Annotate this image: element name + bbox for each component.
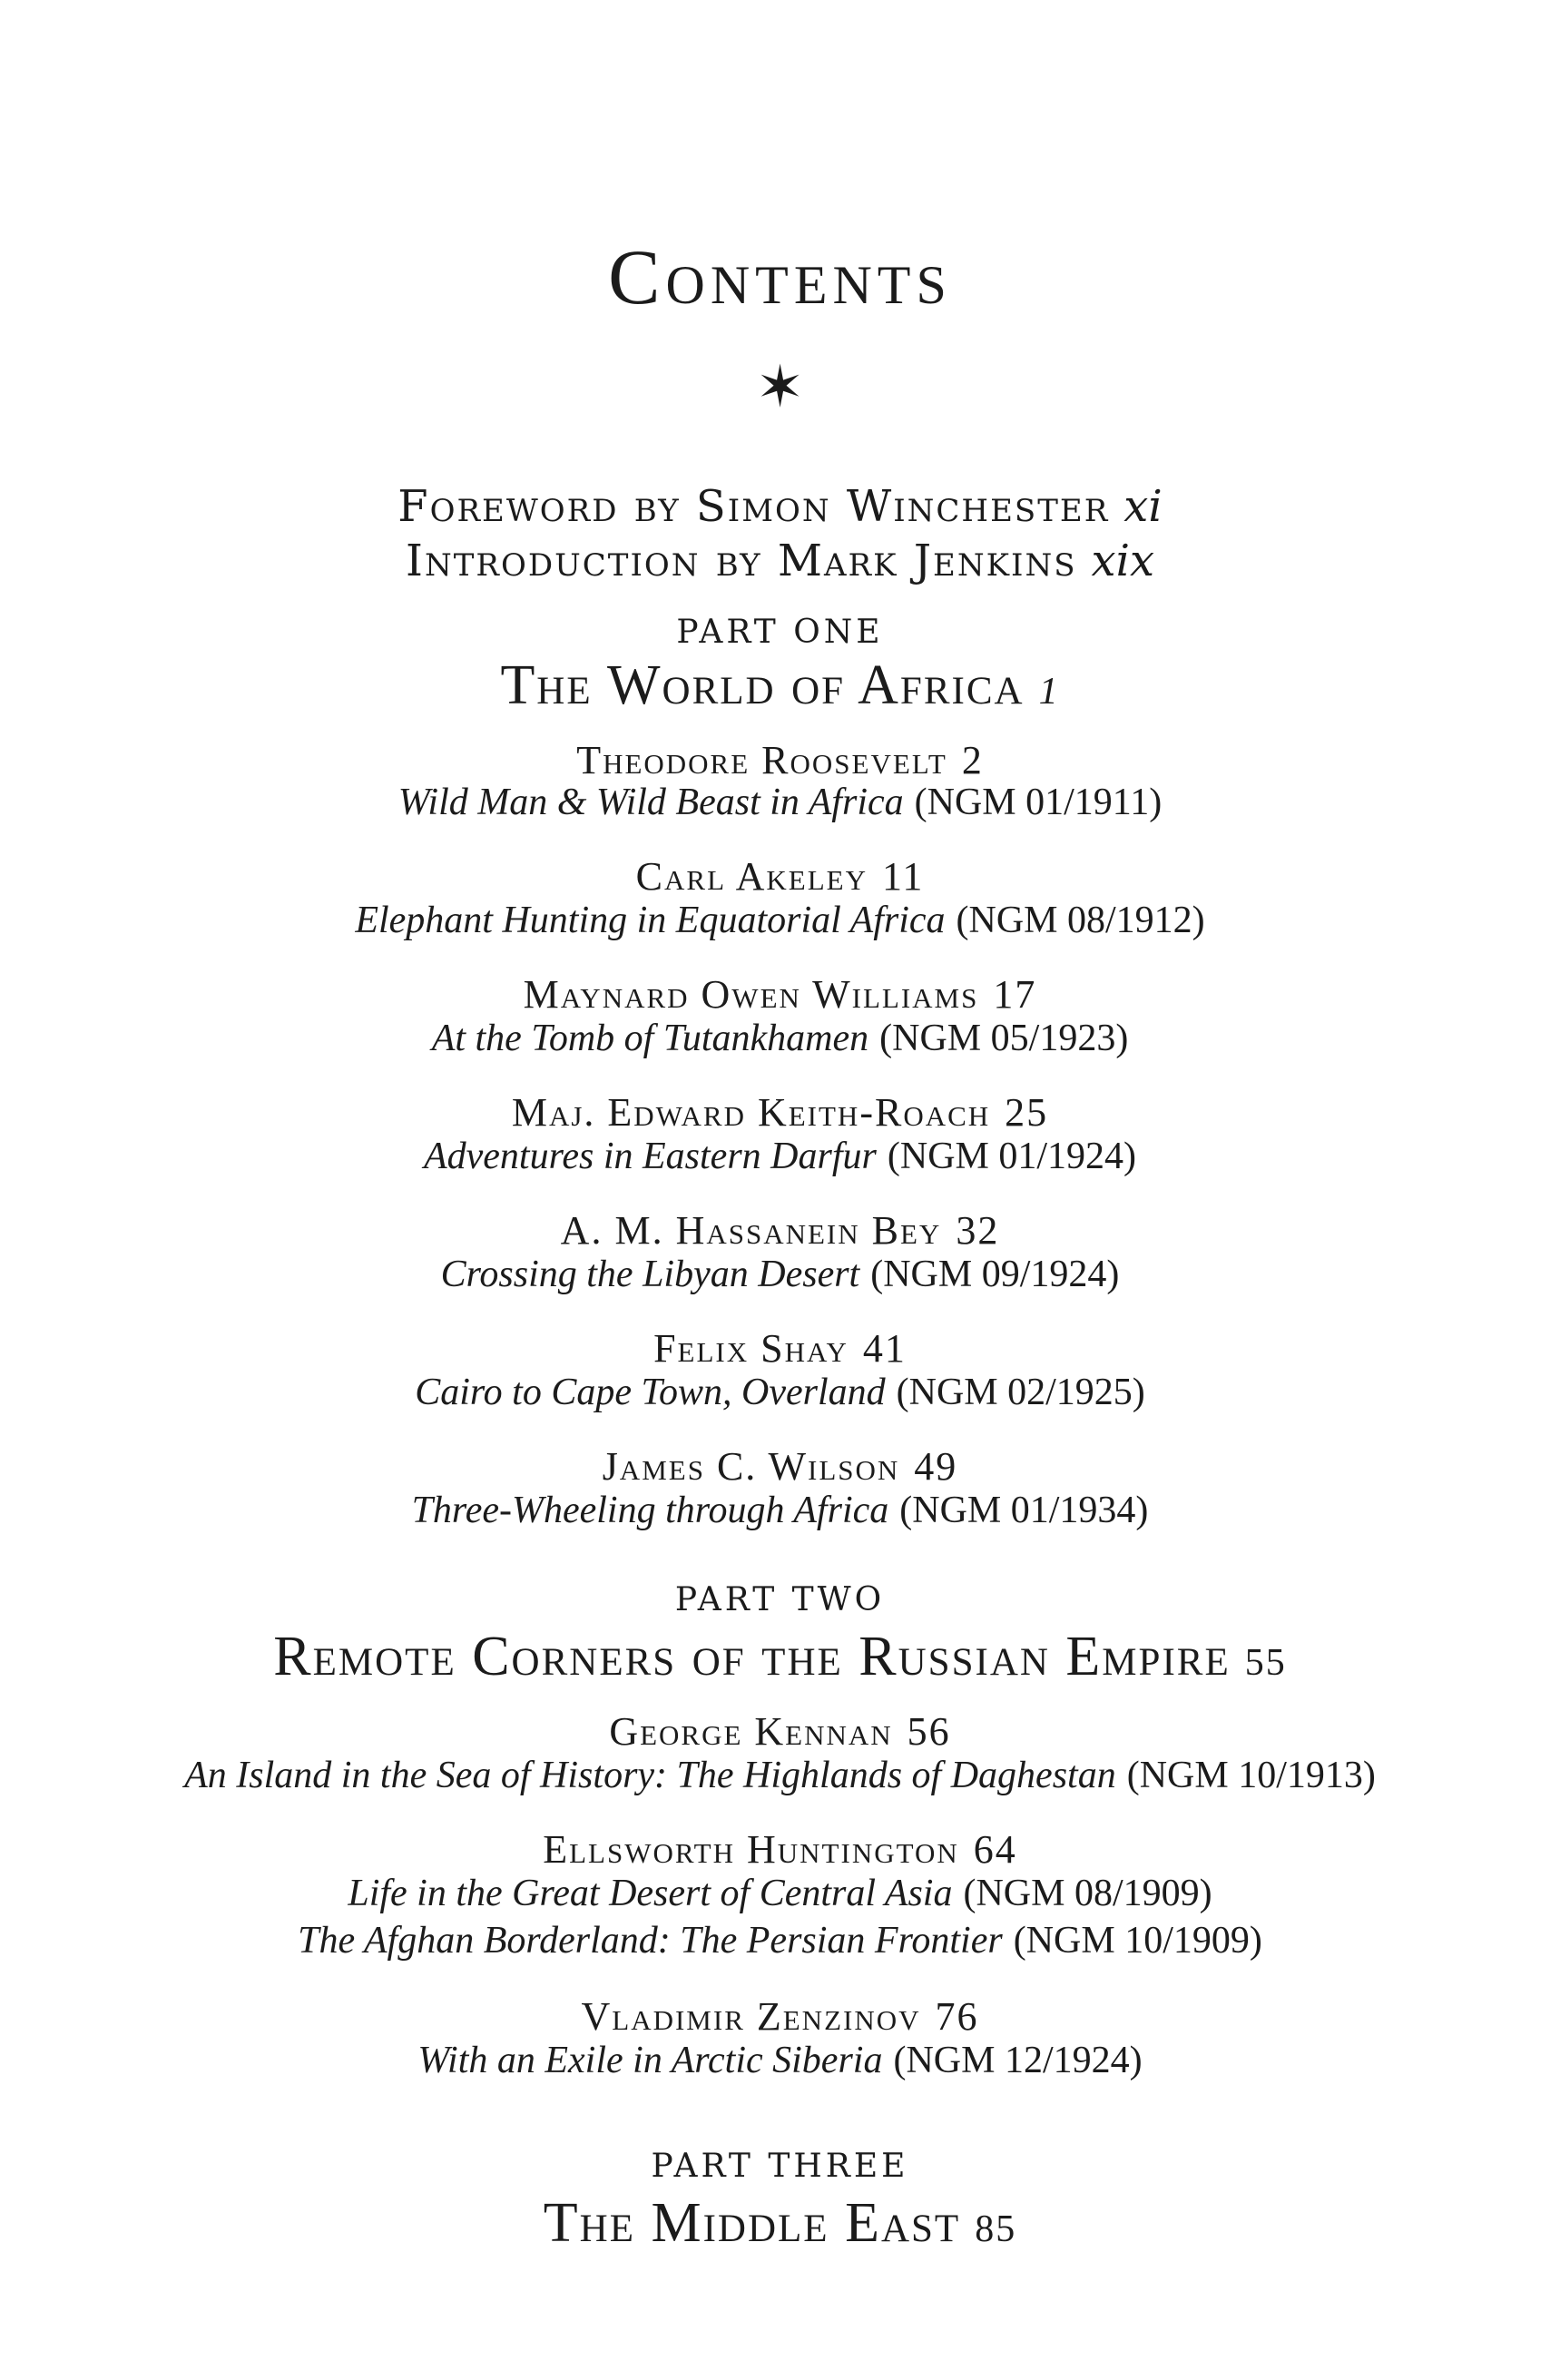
author-name: Maj. Edward Keith-Roach [511, 1090, 991, 1135]
foreword-page: xi [1123, 481, 1163, 532]
author-page: 2 [961, 738, 984, 782]
article-title: The Afghan Borderland: The Persian Frontier [298, 1920, 1003, 1962]
toc-author-entry[interactable] [0, 1708, 1560, 1755]
part-one-page: 1 [1038, 671, 1060, 713]
author-name: James C. Wilson [602, 1444, 900, 1489]
toc-article-entry[interactable] [0, 1489, 1560, 1532]
toc-author-entry[interactable] [0, 1089, 1560, 1136]
article-citation: (NGM 02/1925) [896, 1372, 1145, 1413]
article-title: With an Exile in Arctic Siberia [417, 2040, 883, 2081]
part-two-title[interactable] [0, 1625, 1560, 1689]
article-citation: (NGM 01/1924) [887, 1136, 1137, 1177]
article-title: An Island in the Sea of History: The Highlands of Daghestan [184, 1755, 1116, 1796]
toc-article-entry[interactable] [0, 1017, 1560, 1060]
front-matter-foreword[interactable] [0, 481, 1560, 532]
introduction-label: Introduction by Mark Jenkins [405, 536, 1077, 586]
article-title: Crossing the Libyan Desert [440, 1254, 860, 1295]
author-name: George Kennan [609, 1709, 893, 1754]
part-three-page: 85 [975, 2208, 1017, 2250]
page-title [0, 231, 1560, 322]
toc-author-entry[interactable] [0, 1993, 1560, 2040]
toc-article-entry[interactable] [0, 1253, 1560, 1296]
author-name: Carl Akeley [635, 854, 868, 899]
toc-article-entry[interactable] [0, 899, 1560, 942]
author-name: Maynard Owen Williams [523, 972, 979, 1017]
part-two-page: 55 [1244, 1642, 1287, 1684]
article-title: At the Tomb of Tutankhamen [431, 1018, 869, 1059]
author-page: 11 [881, 854, 925, 899]
author-name: Ellsworth Huntington [543, 1827, 959, 1872]
toc-article-entry[interactable] [0, 1754, 1560, 1797]
part-one-label [0, 614, 1560, 651]
author-page: 64 [973, 1827, 1017, 1872]
author-name: Theodore Roosevelt [576, 738, 947, 782]
author-name: Vladimir Zenzinov [581, 1994, 921, 2039]
toc-article-entry[interactable] [0, 1135, 1560, 1178]
author-page: 49 [914, 1444, 958, 1489]
author-page: 17 [993, 972, 1037, 1017]
part-one-title-text: The World of Africa [500, 654, 1025, 716]
article-citation: (NGM 01/1911) [914, 782, 1163, 823]
part-two-label [0, 1581, 1560, 1618]
toc-article-entry[interactable] [0, 1371, 1560, 1414]
part-one-title[interactable] [0, 654, 1560, 718]
author-name: Felix Shay [653, 1326, 849, 1371]
page-title-text: Contents [608, 233, 952, 320]
toc-author-entry[interactable] [0, 1325, 1560, 1372]
toc-article-entry[interactable] [0, 781, 1560, 824]
toc-author-entry[interactable] [0, 1207, 1560, 1254]
author-page: 56 [907, 1709, 951, 1754]
toc-author-entry[interactable] [0, 1443, 1560, 1490]
article-citation: (NGM 01/1934) [899, 1490, 1149, 1531]
article-title: Three-Wheeling through Africa [411, 1490, 889, 1531]
article-title: Elephant Hunting in Equatorial Africa [355, 900, 946, 941]
part-two-label-text: PART TWO [674, 1581, 886, 1618]
author-page: 32 [956, 1208, 1000, 1253]
toc-author-entry[interactable] [0, 1826, 1560, 1873]
article-citation: (NGM 08/1912) [956, 900, 1205, 941]
article-title: Life in the Great Desert of Central Asia [348, 1873, 953, 1914]
ornament-glyph: ✶ [755, 354, 805, 421]
author-page: 41 [862, 1326, 907, 1371]
part-one-label-text: PART ONE [676, 614, 884, 651]
toc-article-entry[interactable] [0, 1919, 1560, 1962]
introduction-page: xix [1091, 536, 1155, 586]
toc-article-entry[interactable] [0, 2039, 1560, 2082]
article-title: Cairo to Cape Town, Overland [415, 1372, 886, 1413]
foreword-label: Foreword by Simon Winchester [397, 481, 1110, 532]
toc-author-entry[interactable] [0, 737, 1560, 783]
author-page: 76 [935, 1994, 979, 2039]
article-citation: (NGM 08/1909) [963, 1873, 1212, 1914]
part-three-label [0, 2148, 1560, 2185]
ornament-star-icon [0, 354, 1560, 421]
author-name: A. M. Hassanein Bey [560, 1208, 942, 1253]
article-citation: (NGM 09/1924) [870, 1254, 1120, 1295]
article-citation: (NGM 12/1924) [893, 2040, 1143, 2081]
toc-author-entry[interactable] [0, 971, 1560, 1018]
front-matter-introduction[interactable] [0, 536, 1560, 586]
article-title: Wild Man & Wild Beast in Africa [397, 782, 904, 823]
part-three-title[interactable] [0, 2191, 1560, 2256]
article-citation: (NGM 10/1913) [1126, 1755, 1376, 1796]
part-two-title-text: Remote Corners of the Russian Empire [273, 1626, 1231, 1687]
article-citation: (NGM 10/1909) [1013, 1920, 1262, 1962]
part-three-label-text: PART THREE [651, 2148, 909, 2185]
part-three-title-text: The Middle East [543, 2192, 961, 2254]
article-citation: (NGM 05/1923) [879, 1018, 1129, 1059]
author-page: 25 [1005, 1090, 1049, 1135]
toc-author-entry[interactable] [0, 853, 1560, 900]
toc-article-entry[interactable] [0, 1872, 1560, 1915]
article-title: Adventures in Eastern Darfur [423, 1136, 877, 1177]
